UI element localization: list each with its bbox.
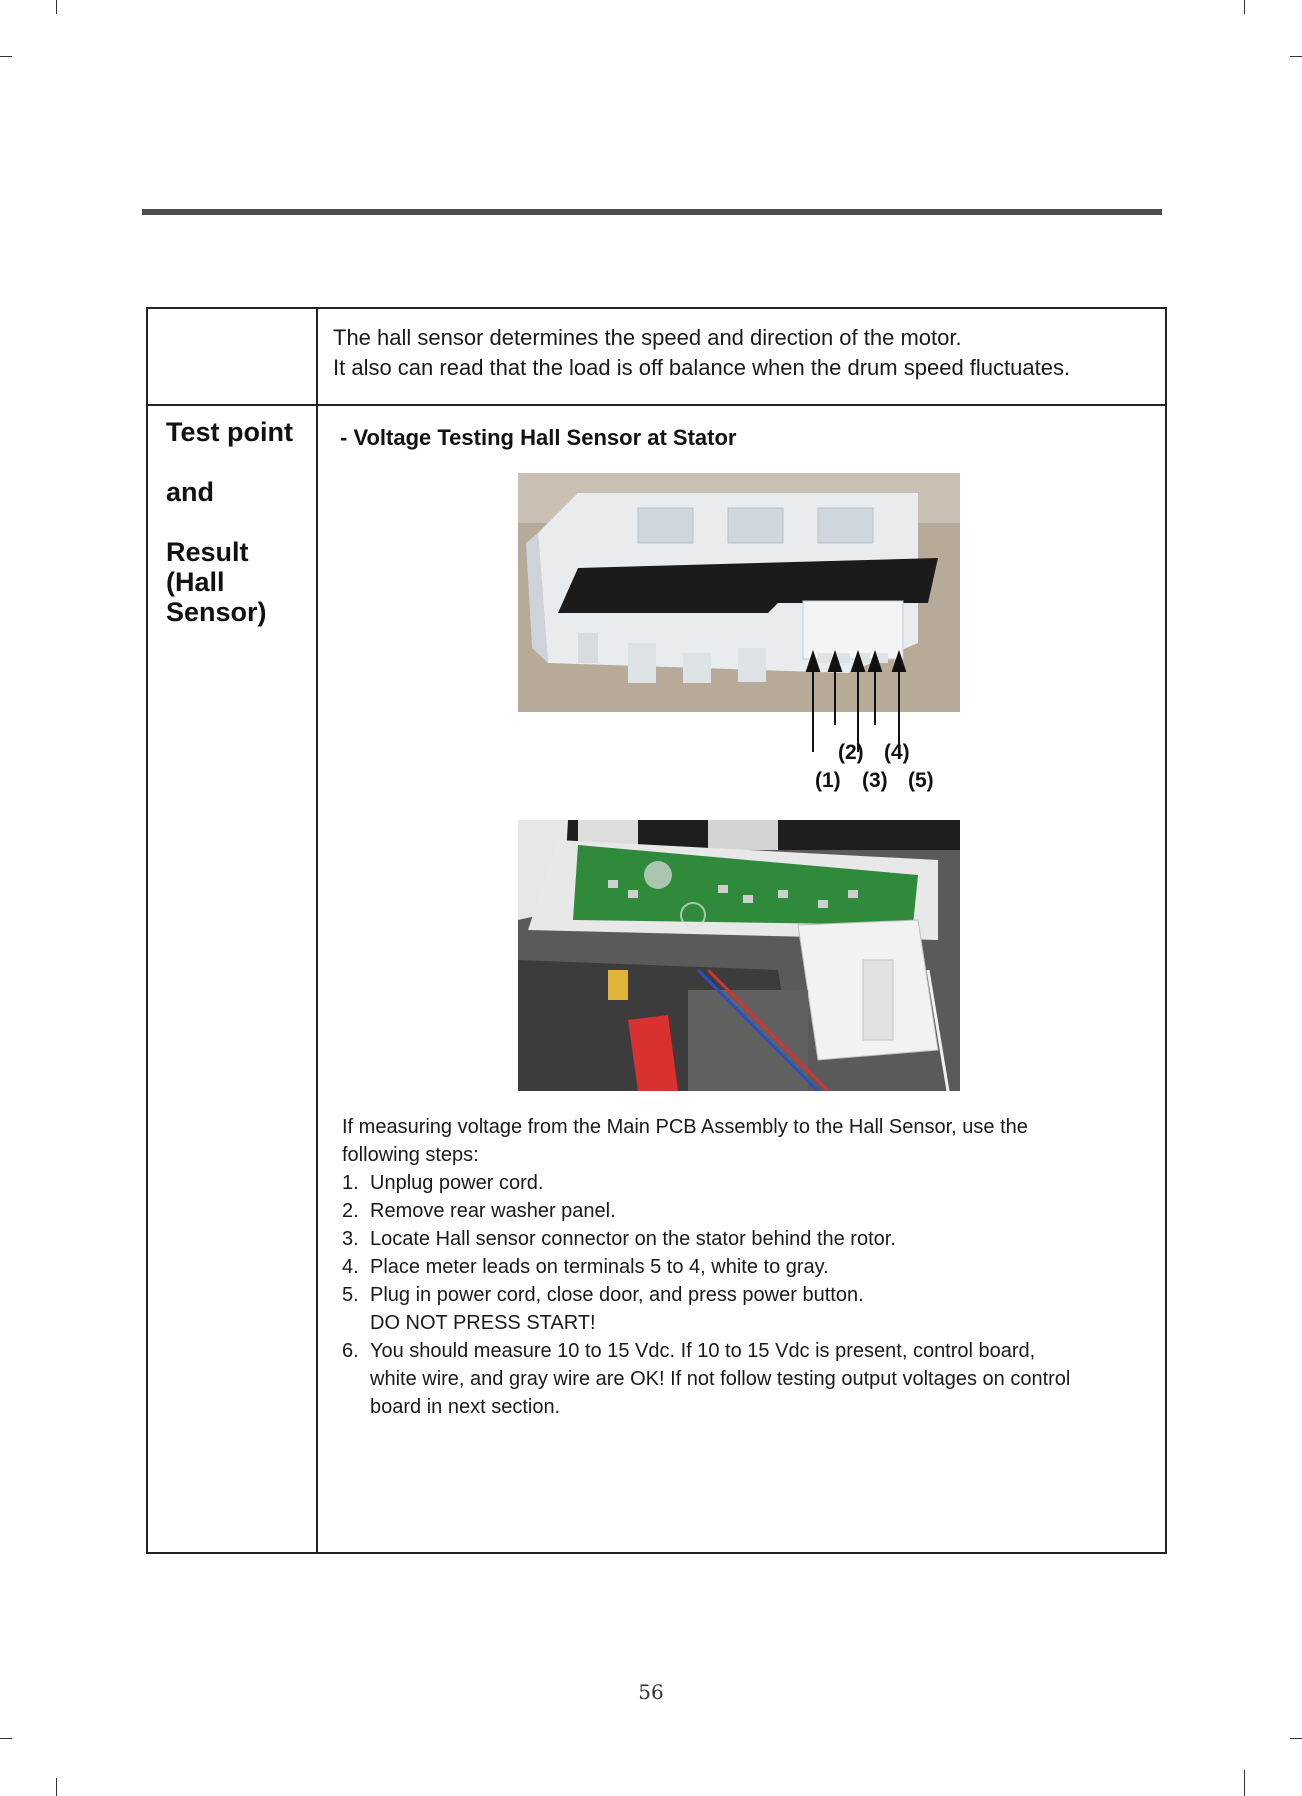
crop-mark (0, 56, 12, 57)
crop-mark (1290, 1738, 1302, 1739)
crop-mark (1290, 56, 1302, 57)
crop-mark (56, 0, 57, 14)
crop-mark (1244, 0, 1245, 14)
label-line-3: Result (166, 537, 249, 567)
header-rule (142, 209, 1162, 215)
section-subheading: - Voltage Testing Hall Sensor at Stator (340, 425, 737, 450)
pin-label-1: (1) (815, 769, 841, 792)
row-label (166, 417, 293, 627)
pin-label-4: (4) (884, 741, 910, 764)
label-line-1: Test point (166, 417, 293, 447)
steps-intro-line-1: If measuring voltage from the Main PCB Assembly to the Hall Sensor, use the (342, 1116, 1028, 1138)
crop-mark (1244, 1770, 1245, 1796)
pin-label-3: (3) (862, 769, 888, 792)
intro-text (333, 323, 1070, 383)
page-number: 56 (638, 1680, 664, 1704)
list-item: 4. Place meter leads on terminals 5 to 4, white to gray. (342, 1256, 829, 1278)
intro-line-1: The hall sensor determines the speed and direction of the motor. (333, 325, 962, 350)
pin-label-2: (2) (838, 741, 864, 764)
label-line-5: Sensor) (166, 597, 267, 627)
steps-list (342, 1169, 1162, 1421)
intro-line-2: It also can read that the load is off balance when the drum speed fluctuates. (333, 355, 1071, 380)
crop-mark (0, 1738, 12, 1739)
list-item: 1. Unplug power cord. (342, 1172, 544, 1194)
list-item: 6. You should measure 10 to 15 Vdc. If 10 to 15 Vdc is present, control board, white wire, and gray wire are OK! If not follow testing output voltages on control board in next section. (342, 1340, 1071, 1418)
list-item: 5. Plug in power cord, close door, and press power button. DO NOT PRESS START! (342, 1284, 864, 1334)
list-item: 2. Remove rear washer panel. (342, 1200, 616, 1222)
content-table (146, 307, 1167, 1554)
list-item: 3. Locate Hall sensor connector on the stator behind the rotor. (342, 1228, 896, 1250)
label-line-2: and (166, 477, 215, 507)
column-divider (316, 309, 318, 1552)
hall-sensor-pcb-photo (518, 820, 960, 1091)
test-steps (342, 1113, 1162, 1421)
label-line-4: (Hall (166, 567, 225, 597)
steps-intro-line-2: following steps: (342, 1144, 479, 1166)
crop-mark (56, 1778, 57, 1796)
row-divider (148, 404, 1165, 406)
pin-label-5: (5) (908, 769, 934, 792)
